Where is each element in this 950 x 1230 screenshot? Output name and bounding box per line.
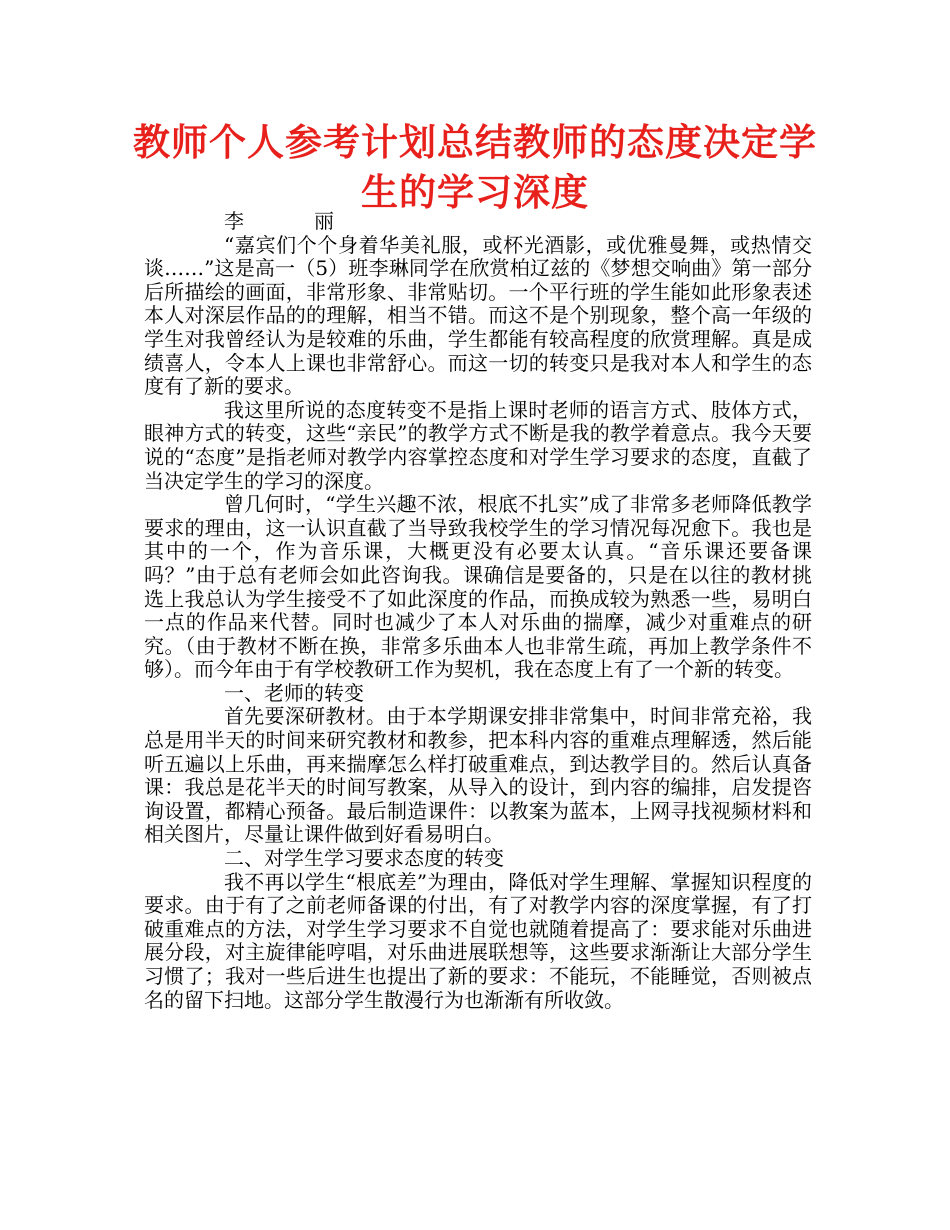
paragraph-3: 曾几何时，“学生兴趣不浓，根底不扎实”成了非常多老师降低教学要求的理由，这一认识直截了当导致我校学生的学习情况每况愈下。我也是其中的一个，作为音乐课，大概更没有必要太认真。“音乐课还要备课吗？”由于总有老师会如此咨询我。课确信是要备的，只是在以往的教材挑选上我总认为学生接受不了如此深度的作品，而换成较为熟悉一些，易明白一点的作品来代替。同时也减少了本人对乐曲的揣摩，减少对重难点的研究。（由于教材不断在换，非常多乐曲本人也非常生疏，再加上教学条件不够）。而今年由于有学校教研工作为契机，我在态度上有了一个新的转变。	[144, 492, 812, 682]
document-title: 教师个人参考计划总结教师的态度决定学生的学习深度	[133, 121, 817, 214]
section-heading-1: 一、老师的转变	[224, 680, 364, 705]
paragraph-5: 我不再以学生“根底差”为理由，降低对学生理解、掌握知识程度的要求。由于有了之前老师备课的付出，有了对教学内容的深度掌握，有了打破重难点的方法，对学生学习要求不自觉也就随着提高了：要求能对乐曲进展分段，对主旋律能哼唱，对乐曲进展联想等，这些要求渐渐让大部分学生习惯了；我对一些后进生也提出了新的要求：不能玩，不能睡觉，否则被点名的留下扫地。这部分学生散漫行为也渐渐有所收敛。	[144, 869, 812, 1012]
section-heading-2: 二、对学生学习要求态度的转变	[224, 846, 504, 871]
author-name-part-2: 丽	[314, 209, 334, 233]
paragraph-2: 我这里所说的态度转变不是指上课时老师的语言方式、肢体方式，眼神方式的转变，这些“亲民”的教学方式不断是我的教学着意点。我今天要说的“态度”是指老师对教学内容掌控态度和对学生学习要求的态度，直截了当决定学生的学习的深度。	[144, 397, 812, 493]
paragraph-4: 首先要深研教材。由于本学期课安排非常集中，时间非常充裕，我总是用半天的时间来研究教材和教参，把本科内容的重难点理解透，然后能听五遍以上乐曲，再来揣摩怎么样打破重难点，到达教学目的。然后认真备课：我总是花半天的时间写教案，从导入的设计，到内容的编排，启发提咨询设置，都精心预备。最后制造课件：以教案为蓝本，上网寻找视频材料和相关图片，尽量让课件做到好看易明白。	[144, 704, 812, 847]
author-line	[144, 210, 812, 234]
document-body	[144, 210, 812, 1012]
author-name-part-1: 李	[224, 209, 244, 233]
paragraph-1: “嘉宾们个个身着华美礼服，或杯光酒影，或优雅曼舞，或热情交谈……”这是高一（5）班李琳同学在欣赏柏辽兹的《梦想交响曲》第一部分后所描绘的画面，非常形象、非常贴切。一个平行班的学生能如此形象表述本人对深层作品的的理解，相当不错。而这不是个别现象，整个高一年级的学生对我曾经认为是较难的乐曲，学生都能有较高程度的欣赏理解。真是成绩喜人，令本人上课也非常舒心。而这一切的转变只是我对本人和学生的态度有了新的要求。	[144, 232, 812, 399]
